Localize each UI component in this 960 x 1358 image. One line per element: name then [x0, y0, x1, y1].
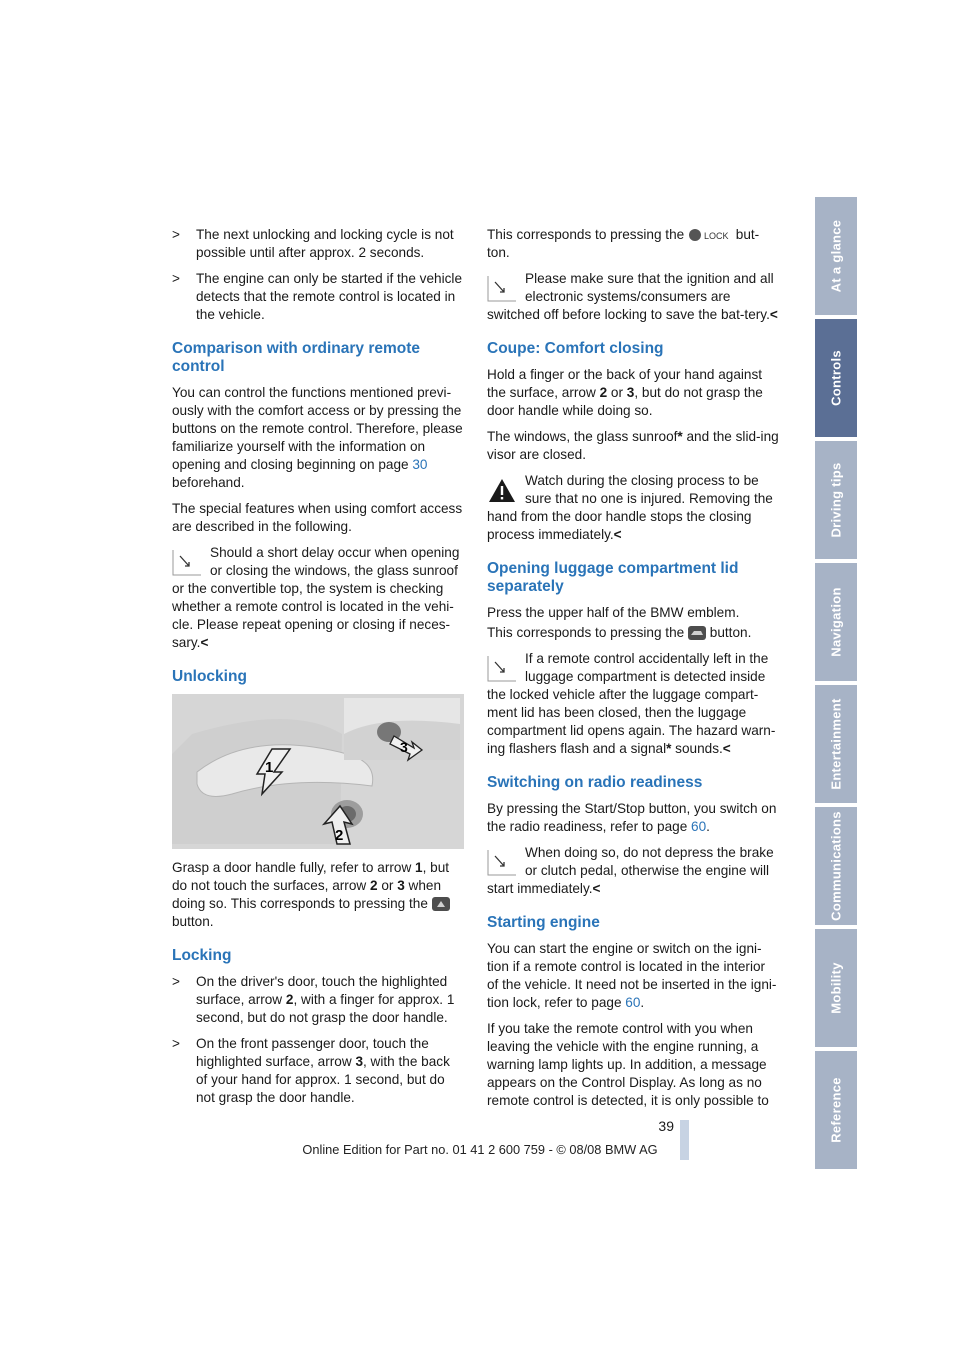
page-link[interactable]: 30	[412, 457, 428, 472]
heading-luggage: Opening luggage compartment lid separately	[487, 560, 739, 595]
note-arrow-icon	[487, 274, 517, 302]
note-block: If a remote control accidentally left in the luggage compartment is detected inside the locked vehicle after the luggage compart-ment lid has been closed, then the luggage compartment lid opens again. The hazard warn-ing flashers flash and a signal* sounds.<	[487, 651, 776, 756]
option-star: *	[677, 429, 683, 444]
heading-coupe: Coupe: Comfort closing	[487, 340, 664, 357]
page-number: 39	[658, 1118, 674, 1134]
page-link[interactable]: 60	[625, 995, 641, 1010]
bullet-item: > The engine can only be started if the vehicle detects that the remote control is located in the vehicle.	[172, 271, 463, 322]
note-block: Please make sure that the ignition and all electronic systems/consumers are switched off before locking to save the bat-tery.<	[487, 271, 778, 322]
heading-locking: Locking	[172, 947, 232, 964]
note-block: When doing so, do not depress the brake or clutch pedal, otherwise the engine will start immediately.<	[487, 845, 774, 896]
tab-controls[interactable]: Controls	[815, 319, 857, 437]
bullet-item: > On the driver's door, touch the highlighted surface, arrow 2, with a finger for approx. 1 second, but do not grasp the door handle.	[172, 974, 455, 1025]
right-column	[487, 226, 779, 1118]
chapter-tabs	[815, 197, 857, 1173]
paragraph: By pressing the Start/Stop button, you switch on the radio readiness, refer to page 60.	[487, 801, 777, 834]
warning-block: Watch during the closing process to be sure that no one is injured. Removing the hand from the door handle stops the closing process immediately.<	[487, 473, 773, 542]
heading-starting: Starting engine	[487, 914, 600, 931]
paragraph: The special features when using comfort access are described in the following.	[172, 501, 463, 534]
option-star: *	[666, 741, 672, 756]
left-column	[172, 226, 464, 1115]
heading-unlocking: Unlocking	[172, 668, 247, 685]
figure-label-2: 2	[335, 827, 344, 844]
paragraph: You can start the engine or switch on the igni-tion if a remote control is located in the interior of the vehicle. It need not be inserted in the igni-tion lock, refer to page 60.	[487, 941, 777, 1010]
tab-navigation[interactable]: Navigation	[815, 563, 857, 681]
bullet-item: > The next unlocking and locking cycle is not possible until after approx. 2 seconds.	[172, 227, 454, 260]
paragraph: Grasp a door handle fully, refer to arrow 1, but do not touch the surfaces, arrow 2 or 3 when doing so. This corresponds to pressing the button.	[172, 860, 450, 929]
note-arrow-icon	[487, 654, 517, 682]
footer: Online Edition for Part no. 01 41 2 600 759 - © 08/08 BMW AG	[302, 1142, 658, 1157]
tab-entertainment[interactable]: Entertainment	[815, 685, 857, 803]
warning-triangle-icon	[487, 476, 517, 504]
heading-comparison: Comparison with ordinary remote control	[172, 340, 421, 375]
heading-radio: Switching on radio readiness	[487, 774, 703, 791]
door-handle-figure	[172, 694, 464, 849]
tab-reference[interactable]: Reference	[815, 1051, 857, 1169]
unlock-button-icon	[432, 897, 450, 911]
tab-communications[interactable]: Communications	[815, 807, 857, 925]
paragraph: You can control the functions mentioned previ-ously with the comfort access or by pressing the buttons on the remote control. Therefore, please familiarize yourself with the information on opening and closing beginning on page 30 beforehand.	[172, 385, 463, 490]
tab-driving-tips[interactable]: Driving tips	[815, 441, 857, 559]
tab-mobility[interactable]: Mobility	[815, 929, 857, 1047]
note-arrow-icon	[172, 548, 202, 576]
figure-label-1: 1	[265, 759, 274, 776]
paragraph: The windows, the glass sunroof* and the slid-ing visor are closed.	[487, 429, 779, 462]
paragraph: If you take the remote control with you when leaving the vehicle with the engine running, a warning lamp lights up. In addition, a message appears on the Control Display. As long as no remote control is detected, it is only possible to	[487, 1021, 769, 1108]
paragraph: Press the upper half of the BMW emblem.	[487, 605, 740, 620]
tab-at-a-glance[interactable]: At a glance	[815, 197, 857, 315]
paragraph: This corresponds to pressing the LOCK but-ton.	[487, 227, 760, 260]
figure-label-3: 3	[400, 739, 408, 755]
note-arrow-icon	[487, 848, 517, 876]
note-block: Should a short delay occur when opening or closing the windows, the glass sunroof or the convertible top, the system is checking whether a remote control is located in the vehi-cle. Please repeat opening or closing if neces-sary.<	[172, 545, 460, 650]
paragraph: This corresponds to pressing the button.	[487, 625, 752, 640]
trunk-button-icon	[688, 626, 706, 640]
svg-text:LOCK: LOCK	[704, 231, 729, 242]
bullet-item: > On the front passenger door, touch the highlighted surface, arrow 3, with the back of your hand for approx. 1 second, but do not grasp the door handle.	[172, 1036, 450, 1105]
paragraph: Hold a finger or the back of your hand against the surface, arrow 2 or 3, but do not grasp the door handle while doing so.	[487, 367, 763, 418]
lock-button-icon	[688, 228, 732, 242]
page-link[interactable]: 60	[691, 819, 707, 834]
